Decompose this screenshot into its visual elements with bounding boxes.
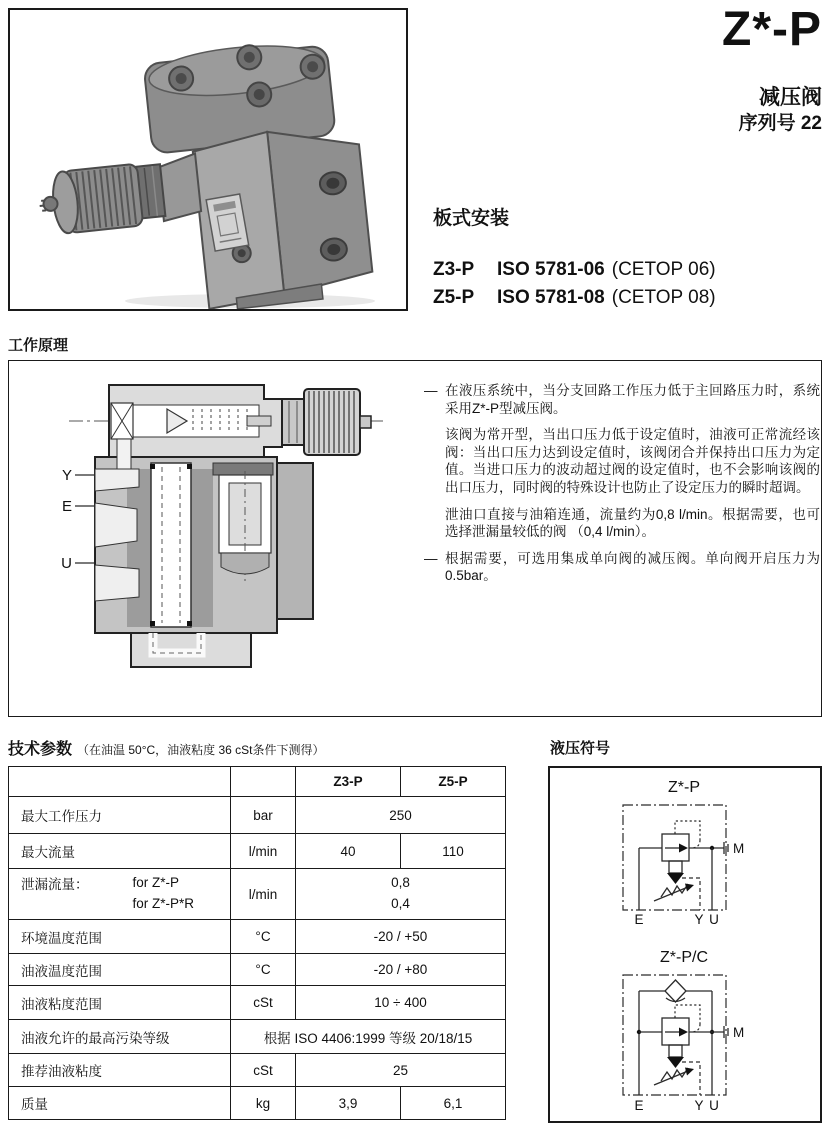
principle-paragraph: 该阀为常开型，当出口压力低于设定值时，油液可正常流经该阀：当出口压力达到设定值时，该阀闭合并保持出口压力为定值。当进口压力的波动超过阀的设定值时，也不会影响该阀的出口压力，同时阀的特殊设计也防止了设定压力的瞬时超调。 [445, 427, 820, 495]
symbol-title: Z*-P [668, 779, 700, 796]
model-list [433, 256, 716, 312]
valve-cross-section-diagram [61, 375, 391, 677]
symbol-port-m: M [733, 841, 745, 856]
principle-heading: 工作原理 [8, 337, 69, 354]
specs-heading: 技术参数 （在油温 50°C，油液粘度 36 cSt条件下测得） [8, 741, 325, 758]
model-code: Z5-P [433, 287, 475, 308]
table-row: 油液粘度范围 cSt 10 ÷ 400 [9, 986, 506, 1020]
table-row: 环境温度范围 °C -20 / +50 [9, 920, 506, 954]
symbols-heading: 液压符号 [550, 740, 611, 757]
col-header-z3: Z3-P [296, 767, 401, 797]
table-row: 质量 kg 3,9 6,1 [9, 1087, 506, 1120]
dash-bullet: — [424, 383, 438, 398]
symbol-port-m: M [733, 1025, 745, 1040]
model-iso: ISO 5781-06 [497, 259, 605, 280]
adjustment-knob [36, 154, 202, 236]
mounting-heading: 板式安装 [433, 208, 510, 229]
principle-paragraph: — 根据需要，可选用集成单向阀的减压阀。单向阀开启压力为0.5bar。 [424, 550, 820, 584]
product-photo [10, 10, 406, 309]
table-row: 油液温度范围 °C -20 / +80 [9, 954, 506, 986]
table-row: 推荐油液粘度 cSt 25 [9, 1054, 506, 1087]
hydraulic-symbol-zp [548, 772, 820, 944]
hydraulic-symbol-zpc [548, 944, 820, 1122]
specs-note: （在油温 50°C，油液粘度 36 cSt条件下测得） [77, 743, 325, 757]
symbol-port-e: E [634, 1098, 644, 1113]
series-number: 序列号 22 [738, 113, 822, 134]
model-iso: ISO 5781-08 [497, 287, 605, 308]
table-row: 最大工作压力 bar 250 [9, 797, 506, 834]
table-header-row [9, 767, 506, 797]
product-type: 减压阀 [759, 86, 822, 109]
model-row [433, 284, 716, 312]
principle-text [424, 382, 820, 594]
symbol-port-e: E [634, 912, 644, 927]
product-photo-frame [8, 8, 408, 311]
model-cetop: (CETOP 06) [611, 259, 716, 280]
symbol-port-u: U [709, 912, 719, 927]
symbol-port-u: U [709, 1098, 719, 1113]
table-row: 最大流量 l/min 40 110 [9, 834, 506, 869]
spring-symbol [661, 884, 688, 897]
col-header-z5: Z5-P [401, 767, 506, 797]
table-row: 泄漏流量： for Z*-P for Z*-P*R l/min 0,8 0,4 [9, 869, 506, 920]
symbol-port-y: Y [694, 912, 704, 927]
port-label-u: U [61, 555, 72, 572]
model-code: Z3-P [433, 259, 475, 280]
spring-symbol [661, 1068, 688, 1081]
model-row [433, 256, 716, 284]
port-label-e: E [61, 498, 72, 515]
principle-panel [8, 360, 822, 717]
principle-paragraph: 泄油口直接与油箱连通，流量约为0,8 l/min。根据需要，也可选择泄漏量较低的阀 （0,4 l/min）。 [445, 506, 820, 540]
specs-table [8, 766, 506, 1120]
table-row: 油液允许的最高污染等级 根据 ISO 4406:1999 等级 20/18/15 [9, 1020, 506, 1054]
principle-paragraph: — 在液压系统中，当分支回路工作压力低于主回路压力时，系统采用Z*-P型减压阀。 [424, 383, 820, 416]
product-code: Z*-P [722, 3, 822, 56]
dash-bullet: — [424, 550, 438, 566]
symbols-panel [548, 766, 822, 1123]
seal-crosshatch [111, 403, 133, 439]
port-label-y: Y [61, 467, 72, 484]
symbol-port-y: Y [694, 1098, 704, 1113]
brand-block [722, 4, 822, 134]
model-cetop: (CETOP 08) [611, 287, 716, 308]
symbol-title: Z*-P/C [660, 949, 708, 966]
valve-photo-illustration [25, 35, 375, 309]
